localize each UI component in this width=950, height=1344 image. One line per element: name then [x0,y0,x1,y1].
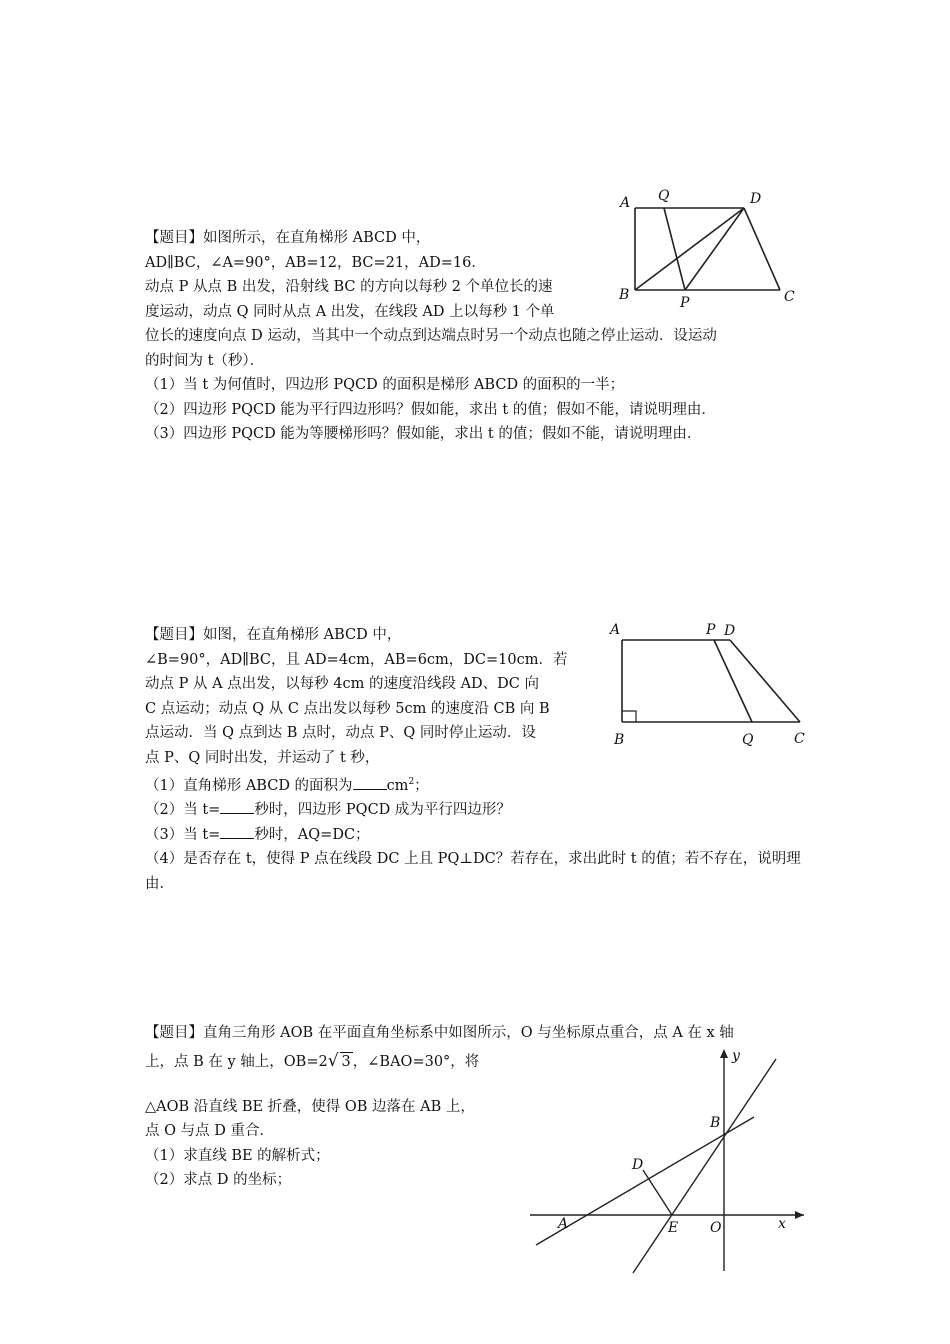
problem-3-line: 【题目】直角三角形 AOB 在平面直角坐标系中如图所示，O 与坐标原点重合，点 A 在 x 轴 [145,1025,734,1041]
problem-1-line: 的时间为 t（秒）． [145,352,265,369]
problem-2-line: 动点 P 从 A 点出发，以每秒 4cm 的速度沿线段 AD、DC 向 [145,676,540,692]
answer-blank [220,824,254,839]
label-b: B [614,732,625,748]
label-a: A [558,1216,569,1232]
label-q: Q [658,188,670,204]
problem-3-coordinate-figure [528,1045,818,1277]
answer-blank [353,775,387,790]
label-p: P [680,295,690,311]
problem-1-line: 位长的速度向点 D 运动，当其中一个动点到达端点时另一个动点也随之停止运动．设运动 [145,328,717,344]
label-c: C [794,731,805,747]
problem-2-question-2: （2）当 t= 秒时，四边形 PQCD 成为平行四边形？ [145,798,825,823]
label-a: A [620,195,631,211]
problem-1-trapezoid-figure [612,186,802,314]
label-o: O [710,1220,722,1236]
problem-3-line: 点 O 与点 D 重合． [145,1123,274,1139]
problem-2-line: C 点运动；动点 Q 从 C 点出发以每秒 5cm 的速度沿 CB 向 B [145,700,550,717]
problem-2-trapezoid-figure [608,618,808,748]
sqrt-radicand: 3 [341,1053,351,1070]
label-p: P [706,622,716,638]
label-q: Q [742,732,754,748]
problem-2-question-3: （3）当 t= 秒时，AQ=DC； [145,823,825,848]
y-axis-arrow-icon [720,1049,728,1058]
problem-2-line: 点运动．当 Q 点到达 B 点时，动点 P、Q 同时停止运动．设 [145,725,536,741]
label-d: D [632,1157,644,1173]
label-b: B [710,1115,721,1131]
x-axis-arrow-icon [795,1211,804,1219]
problem-1-line: 动点 P 从点 B 出发，沿射线 BC 的方向以每秒 2 个单位长的速 [145,279,553,295]
problem-3-question-1: （1）求直线 BE 的解析式； [145,1147,330,1164]
label-x: x [778,1216,786,1232]
problem-2-line: 【题目】如图，在直角梯形 ABCD 中， [145,627,402,643]
problem-3-line: 上，点 B 在 y 轴上，OB=2√ 3 ，∠BAO=30°，将 [145,1050,480,1071]
problem-2-question-1: （1）直角梯形 ABCD 的面积为 $cm^2$； [145,770,825,798]
problem-1-question-3: （3）四边形 PQCD 能为等腰梯形吗？假如能，求出 t 的值；假如不能，请说明理由． [145,426,702,442]
problem-1-question-1: （1）当 t 为何值时，四边形 PQCD 的面积是梯形 ABCD 的面积的一半； [145,377,625,393]
label-b: B [619,287,630,303]
problem-1-line: 【题目】如图所示，在直角梯形 ABCD 中， [145,230,431,246]
problem-3-line: △AOB 沿直线 BE 折叠，使得 OB 边落在 AB 上， [145,1098,475,1115]
label-d: D [724,623,736,639]
problem-1-line: 度运动，动点 Q 同时从点 A 出发，在线段 AD 上以每秒 1 个单 [145,303,555,320]
problem-2-line: 点 P、Q 同时出发，并运动了 t 秒， [145,749,380,766]
problem-1-line: AD∥BC，∠A=90°，AB=12，BC=21，AD=16． [145,254,486,271]
problem-1-question-2: （2）四边形 PQCD 能为平行四边形吗？假如能，求出 t 的值；假如不能，请说明理由． [145,401,716,418]
label-a: A [610,622,621,638]
label-y: y [732,1048,740,1064]
label-d: D [750,191,762,207]
problem-3-question-2: （2）求点 D 的坐标； [145,1172,292,1188]
label-e: E [668,1220,679,1236]
label-c: C [784,289,795,305]
problem-2-question-4: （4）是否存在 t，使得 P 点在线段 DC 上且 PQ⊥DC？若存在，求出此时 t 的值；若不存在，说明理由． [145,851,801,892]
problem-2-line: ∠B=90°，AD∥BC，且 AD=4cm，AB=6cm，DC=10cm．若 [145,651,568,668]
answer-blank [220,799,254,814]
